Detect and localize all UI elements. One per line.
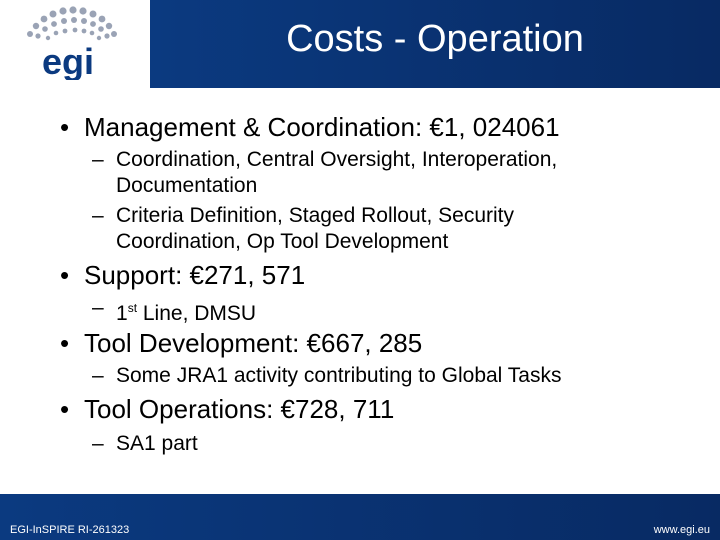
- dash-icon: –: [92, 364, 104, 387]
- dash-icon: –: [92, 432, 104, 455]
- bullet-dot-icon: •: [60, 260, 70, 290]
- egi-logo: [8, 4, 128, 80]
- sub-bullet-text: [116, 296, 256, 326]
- dash-icon: –: [92, 204, 104, 227]
- footer-website: www.egi.eu: [653, 524, 710, 536]
- bullet-dot-icon: •: [60, 328, 70, 358]
- title-bar: [150, 0, 720, 88]
- bullet-text: Tool Operations: €728, 711: [84, 394, 395, 424]
- bullet-text: Management & Coordination: €1, 024061: [84, 112, 560, 142]
- sub-bullet-text: Criteria Definition, Staged Rollout, Security: [116, 204, 515, 227]
- dash-icon: –: [92, 296, 104, 319]
- sub-bullet-rest: Line, DMSU: [142, 302, 257, 325]
- slide-title: Costs - Operation: [286, 18, 584, 60]
- slide-header: [0, 0, 720, 88]
- ordinal-suffix: st: [127, 301, 138, 315]
- logo-wordmark: egi: [41, 41, 95, 80]
- ordinal-number: 1: [116, 302, 128, 325]
- sub-bullet-text: Documentation: [116, 174, 258, 197]
- bullet-dot-icon: •: [60, 112, 70, 142]
- bullet-text: Tool Development: €667, 285: [84, 328, 423, 358]
- sub-bullet-text: Coordination, Central Oversight, Interoperation,: [116, 148, 558, 171]
- bullet-text: Support: €271, 571: [84, 260, 306, 290]
- sub-bullet-text: Coordination, Op Tool Development: [116, 230, 449, 253]
- slide-footer: [0, 494, 720, 540]
- dash-icon: –: [92, 148, 104, 171]
- slide-content: [0, 100, 720, 490]
- sub-bullet-text: SA1 part: [116, 432, 198, 455]
- bullet-dot-icon: •: [60, 394, 70, 424]
- footer-project-id: EGI-InSPIRE RI-261323: [10, 524, 130, 536]
- sub-bullet-text: Some JRA1 activity contributing to Global Tasks: [116, 364, 562, 387]
